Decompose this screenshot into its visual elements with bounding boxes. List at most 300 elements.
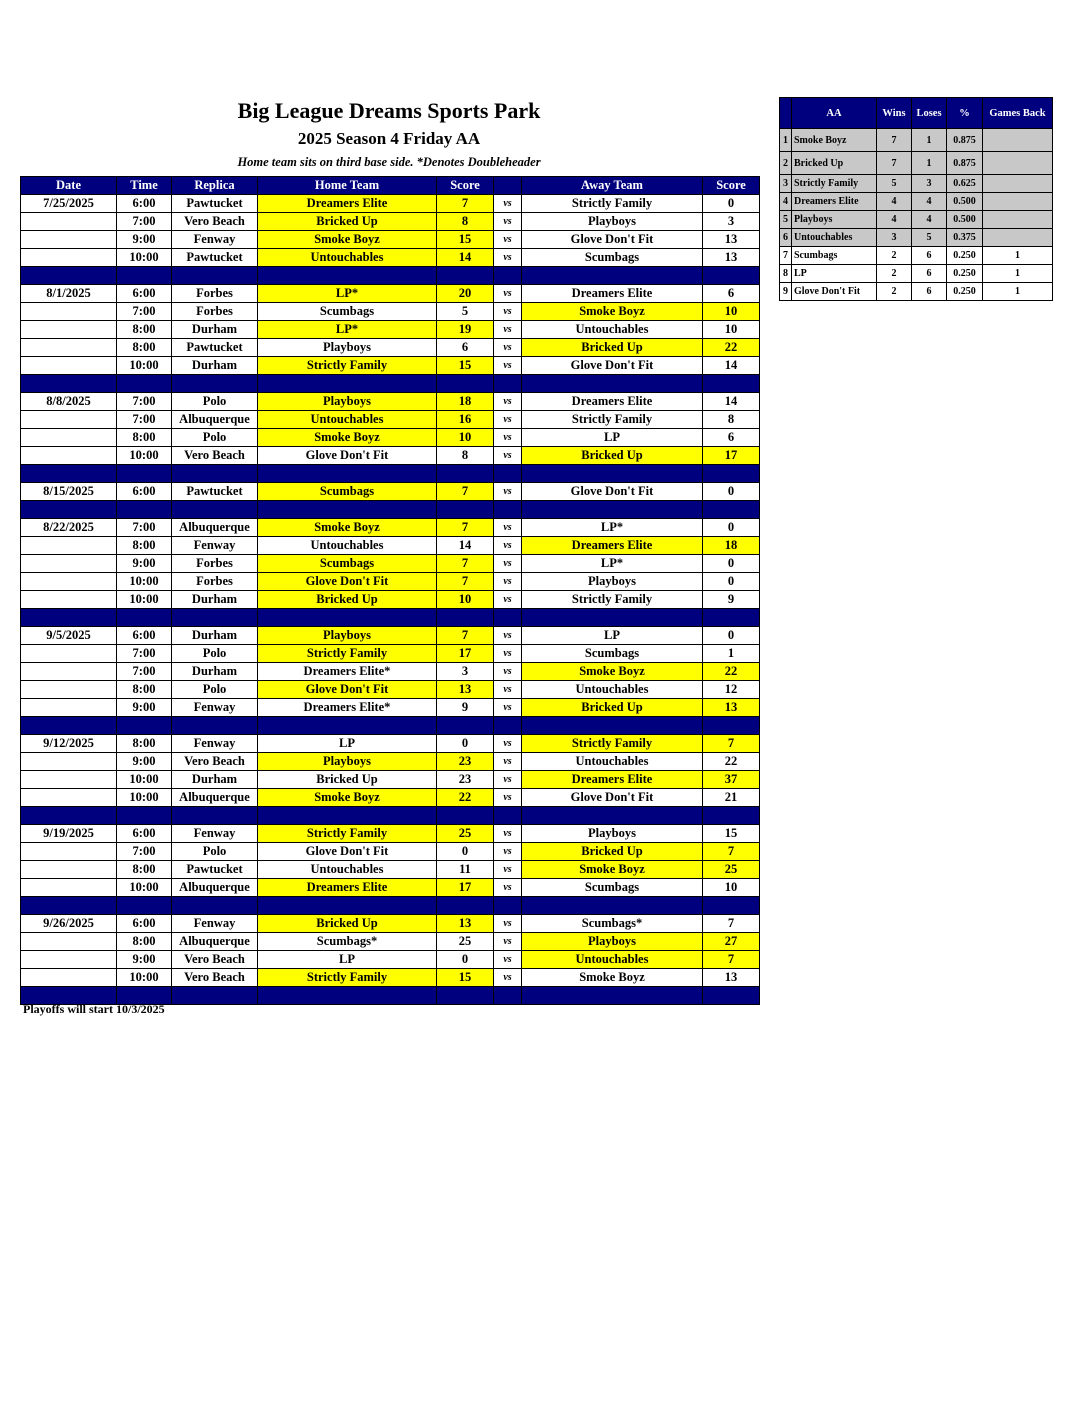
standings-loses: 4 [912,193,947,211]
home-team: Untouchables [258,249,437,267]
separator-cell [172,897,258,915]
away-team: Untouchables [522,951,703,969]
game-time: 8:00 [117,933,172,951]
standings-games-back: 1 [983,265,1053,283]
standings-games-back [983,211,1053,229]
header-note: Home team sits on third base side. *Denotes Doubleheader [237,155,541,169]
game-time: 10:00 [117,591,172,609]
vs-label: vs [494,663,522,681]
home-score: 15 [437,357,494,375]
away-team: Strictly Family [522,735,703,753]
standings-pct: 0.875 [947,152,983,175]
separator-cell [703,987,760,1005]
standings-games-back [983,129,1053,152]
home-team: Glove Don't Fit [258,843,437,861]
separator-cell [703,807,760,825]
separator-cell [172,465,258,483]
game-time: 6:00 [117,195,172,213]
home-score: 13 [437,681,494,699]
away-team: Scumbags [522,249,703,267]
game-date [21,321,117,339]
separator-cell [258,267,437,285]
home-team: LP [258,735,437,753]
vs-label: vs [494,933,522,951]
home-score: 5 [437,303,494,321]
home-score: 16 [437,411,494,429]
separator-cell [172,987,258,1005]
away-score: 0 [703,195,760,213]
away-score: 15 [703,825,760,843]
separator-cell [21,267,117,285]
separator-cell [258,987,437,1005]
away-score: 37 [703,771,760,789]
home-team: Strictly Family [258,969,437,987]
standings-row [780,152,1053,175]
away-score: 13 [703,231,760,249]
home-score: 0 [437,735,494,753]
away-team: Strictly Family [522,195,703,213]
separator-cell [172,807,258,825]
standings-row [780,247,1053,265]
standings-loses: 5 [912,229,947,247]
game-time: 7:00 [117,303,172,321]
vs-label: vs [494,357,522,375]
home-team: LP [258,951,437,969]
game-time: 10:00 [117,789,172,807]
game-date [21,951,117,969]
away-score: 17 [703,447,760,465]
separator-cell [258,897,437,915]
standings-loses: 6 [912,247,947,265]
standings-team: Strictly Family [792,175,877,193]
standings-loses: 6 [912,283,947,301]
table-row [21,321,760,339]
separator-cell [21,501,117,519]
away-team: Strictly Family [522,591,703,609]
home-score: 23 [437,771,494,789]
standings-rank: 1 [780,129,792,152]
separator-cell [494,501,522,519]
separator-cell [703,465,760,483]
standings-row [780,229,1053,247]
game-time: 9:00 [117,753,172,771]
table-row [21,933,760,951]
game-date [21,231,117,249]
separator-cell [117,501,172,519]
home-score: 23 [437,753,494,771]
separator-cell [117,267,172,285]
separator-cell [21,609,117,627]
away-score: 7 [703,735,760,753]
game-time: 9:00 [117,699,172,717]
standings-row [780,129,1053,152]
table-row [21,663,760,681]
home-score: 20 [437,285,494,303]
away-score: 0 [703,573,760,591]
schedule-header-row [21,177,760,195]
separator-cell [117,807,172,825]
game-time: 6:00 [117,627,172,645]
away-team: Playboys [522,933,703,951]
separator-cell [494,609,522,627]
table-row [21,969,760,987]
away-score: 10 [703,879,760,897]
separator-cell [437,375,494,393]
separator-cell [258,375,437,393]
vs-label: vs [494,681,522,699]
game-time: 6:00 [117,825,172,843]
standings-games-back: 1 [983,283,1053,301]
table-row [21,951,760,969]
standings-loses: 3 [912,175,947,193]
separator-cell [522,807,703,825]
game-field: Forbes [172,303,258,321]
game-date [21,879,117,897]
separator-cell [494,375,522,393]
game-field: Albuquerque [172,411,258,429]
away-team: LP [522,627,703,645]
standings-team: Bricked Up [792,152,877,175]
game-field: Vero Beach [172,951,258,969]
game-field: Durham [172,591,258,609]
vs-label: vs [494,861,522,879]
separator-cell [522,609,703,627]
standings-loses: 4 [912,211,947,229]
away-team: Untouchables [522,681,703,699]
game-time: 7:00 [117,519,172,537]
game-time: 6:00 [117,285,172,303]
vs-label: vs [494,339,522,357]
game-field: Vero Beach [172,969,258,987]
away-team: Bricked Up [522,339,703,357]
standings-pct: 0.250 [947,283,983,301]
standings-wins: 2 [877,247,912,265]
page-title: Big League Dreams Sports Park [237,98,541,123]
home-score: 13 [437,915,494,933]
away-team: Smoke Boyz [522,663,703,681]
away-team: Dreamers Elite [522,771,703,789]
separator-cell [522,501,703,519]
home-team: Smoke Boyz [258,429,437,447]
separator-cell [522,267,703,285]
game-field: Vero Beach [172,753,258,771]
game-field: Polo [172,645,258,663]
vs-label: vs [494,825,522,843]
table-row [21,735,760,753]
separator-cell [703,501,760,519]
away-team: Dreamers Elite [522,393,703,411]
home-score: 18 [437,393,494,411]
home-team: LP* [258,285,437,303]
standings-rank: 5 [780,211,792,229]
standings-rank: 9 [780,283,792,301]
separator-cell [21,465,117,483]
away-team: Glove Don't Fit [522,789,703,807]
home-score: 0 [437,843,494,861]
separator-cell [172,501,258,519]
table-row [21,825,760,843]
game-time: 7:00 [117,645,172,663]
home-team: Smoke Boyz [258,789,437,807]
standings-loses: 1 [912,152,947,175]
home-team: Glove Don't Fit [258,447,437,465]
vs-label: vs [494,285,522,303]
standings-col-rank [780,98,792,129]
standings-wins: 2 [877,265,912,283]
home-score: 25 [437,933,494,951]
home-score: 8 [437,213,494,231]
vs-label: vs [494,231,522,249]
game-date [21,663,117,681]
week-separator [21,465,760,483]
home-team: Scumbags [258,483,437,501]
game-date [21,555,117,573]
away-score: 13 [703,969,760,987]
home-team: Bricked Up [258,213,437,231]
standings-rank: 6 [780,229,792,247]
game-field: Polo [172,429,258,447]
home-team: Strictly Family [258,357,437,375]
standings-pct: 0.500 [947,211,983,229]
game-field: Vero Beach [172,213,258,231]
vs-label: vs [494,879,522,897]
home-team: Strictly Family [258,645,437,663]
vs-label: vs [494,429,522,447]
week-separator [21,267,760,285]
away-score: 6 [703,285,760,303]
home-score: 7 [437,573,494,591]
home-score: 15 [437,231,494,249]
vs-label: vs [494,573,522,591]
standings-loses: 1 [912,129,947,152]
game-field: Albuquerque [172,933,258,951]
away-team: LP* [522,555,703,573]
game-date: 9/12/2025 [21,735,117,753]
game-date [21,411,117,429]
game-time: 8:00 [117,537,172,555]
vs-label: vs [494,699,522,717]
col-home-team: Home Team [258,177,437,195]
standings-team: Glove Don't Fit [792,283,877,301]
away-team: Playboys [522,213,703,231]
game-field: Fenway [172,825,258,843]
game-time: 8:00 [117,681,172,699]
vs-label: vs [494,915,522,933]
game-time: 10:00 [117,249,172,267]
standings-games-back [983,175,1053,193]
vs-label: vs [494,249,522,267]
col-away-team: Away Team [522,177,703,195]
game-time: 6:00 [117,483,172,501]
table-row [21,249,760,267]
away-team: Smoke Boyz [522,861,703,879]
standings-rank: 7 [780,247,792,265]
game-field: Durham [172,771,258,789]
table-row [21,447,760,465]
table-row [21,429,760,447]
game-date [21,249,117,267]
vs-label: vs [494,627,522,645]
game-date [21,753,117,771]
game-field: Durham [172,663,258,681]
game-time: 8:00 [117,321,172,339]
away-team: Scumbags* [522,915,703,933]
home-team: Dreamers Elite [258,195,437,213]
vs-label: vs [494,735,522,753]
game-date [21,339,117,357]
separator-cell [494,267,522,285]
standings-body [780,129,1053,301]
game-date [21,681,117,699]
separator-cell [117,465,172,483]
vs-label: vs [494,771,522,789]
separator-cell [437,267,494,285]
home-team: Smoke Boyz [258,231,437,249]
separator-cell [172,375,258,393]
away-team: Dreamers Elite [522,285,703,303]
game-field: Vero Beach [172,447,258,465]
game-field: Pawtucket [172,195,258,213]
away-team: LP* [522,519,703,537]
standings-team: LP [792,265,877,283]
away-score: 0 [703,627,760,645]
away-team: Untouchables [522,753,703,771]
table-row [21,357,760,375]
game-field: Albuquerque [172,789,258,807]
game-date [21,771,117,789]
home-score: 10 [437,591,494,609]
game-field: Pawtucket [172,339,258,357]
separator-cell [437,807,494,825]
home-team: Bricked Up [258,915,437,933]
away-score: 9 [703,591,760,609]
game-field: Pawtucket [172,483,258,501]
away-score: 22 [703,753,760,771]
standings-team: Dreamers Elite [792,193,877,211]
standings-pct: 0.625 [947,175,983,193]
home-score: 17 [437,879,494,897]
week-separator [21,897,760,915]
standings-row [780,193,1053,211]
standings-team: Smoke Boyz [792,129,877,152]
home-team: Untouchables [258,537,437,555]
game-time: 9:00 [117,951,172,969]
away-team: Glove Don't Fit [522,483,703,501]
standings-pct: 0.250 [947,247,983,265]
col-time: Time [117,177,172,195]
game-date: 8/22/2025 [21,519,117,537]
away-team: Scumbags [522,645,703,663]
home-score: 25 [437,825,494,843]
vs-label: vs [494,213,522,231]
week-separator [21,501,760,519]
table-row [21,285,760,303]
game-date [21,969,117,987]
away-team: Glove Don't Fit [522,357,703,375]
vs-label: vs [494,951,522,969]
standings-rank: 3 [780,175,792,193]
game-date: 8/8/2025 [21,393,117,411]
separator-cell [21,807,117,825]
away-score: 22 [703,663,760,681]
home-team: Glove Don't Fit [258,681,437,699]
schedule-header [20,96,758,172]
game-field: Pawtucket [172,249,258,267]
home-team: Playboys [258,627,437,645]
game-date [21,447,117,465]
standings-team: Untouchables [792,229,877,247]
away-score: 21 [703,789,760,807]
vs-label: vs [494,555,522,573]
game-field: Albuquerque [172,519,258,537]
game-time: 7:00 [117,213,172,231]
vs-label: vs [494,519,522,537]
game-field: Fenway [172,735,258,753]
page-subtitle: 2025 Season 4 Friday AA [297,129,481,148]
game-time: 8:00 [117,429,172,447]
standings-wins: 3 [877,229,912,247]
table-row [21,411,760,429]
game-field: Polo [172,393,258,411]
game-field: Polo [172,681,258,699]
home-score: 19 [437,321,494,339]
home-team: Glove Don't Fit [258,573,437,591]
away-score: 6 [703,429,760,447]
away-team: LP [522,429,703,447]
standings-table [779,97,1053,301]
vs-label: vs [494,393,522,411]
standings-row [780,283,1053,301]
standings-games-back [983,152,1053,175]
home-team: Playboys [258,339,437,357]
separator-cell [703,267,760,285]
standings-row [780,211,1053,229]
separator-cell [703,897,760,915]
away-team: Playboys [522,573,703,591]
home-score: 15 [437,969,494,987]
week-separator [21,609,760,627]
game-field: Fenway [172,915,258,933]
home-team: Smoke Boyz [258,519,437,537]
home-score: 17 [437,645,494,663]
table-row [21,771,760,789]
table-row [21,879,760,897]
game-field: Forbes [172,555,258,573]
away-score: 1 [703,645,760,663]
separator-cell [258,807,437,825]
standings-games-back [983,229,1053,247]
table-row [21,861,760,879]
away-score: 0 [703,483,760,501]
table-row [21,555,760,573]
game-time: 10:00 [117,357,172,375]
standings-col-wins: Wins [877,98,912,129]
standings-pct: 0.875 [947,129,983,152]
game-time: 7:00 [117,393,172,411]
separator-cell [522,375,703,393]
standings-rank: 4 [780,193,792,211]
away-score: 18 [703,537,760,555]
standings-rank: 8 [780,265,792,283]
standings-wins: 4 [877,211,912,229]
home-team: Dreamers Elite* [258,699,437,717]
game-time: 10:00 [117,771,172,789]
standings-col-loses: Loses [912,98,947,129]
game-field: Albuquerque [172,879,258,897]
schedule-body [21,195,760,1005]
standings-col-games-back: Games Back [983,98,1053,129]
separator-cell [703,375,760,393]
